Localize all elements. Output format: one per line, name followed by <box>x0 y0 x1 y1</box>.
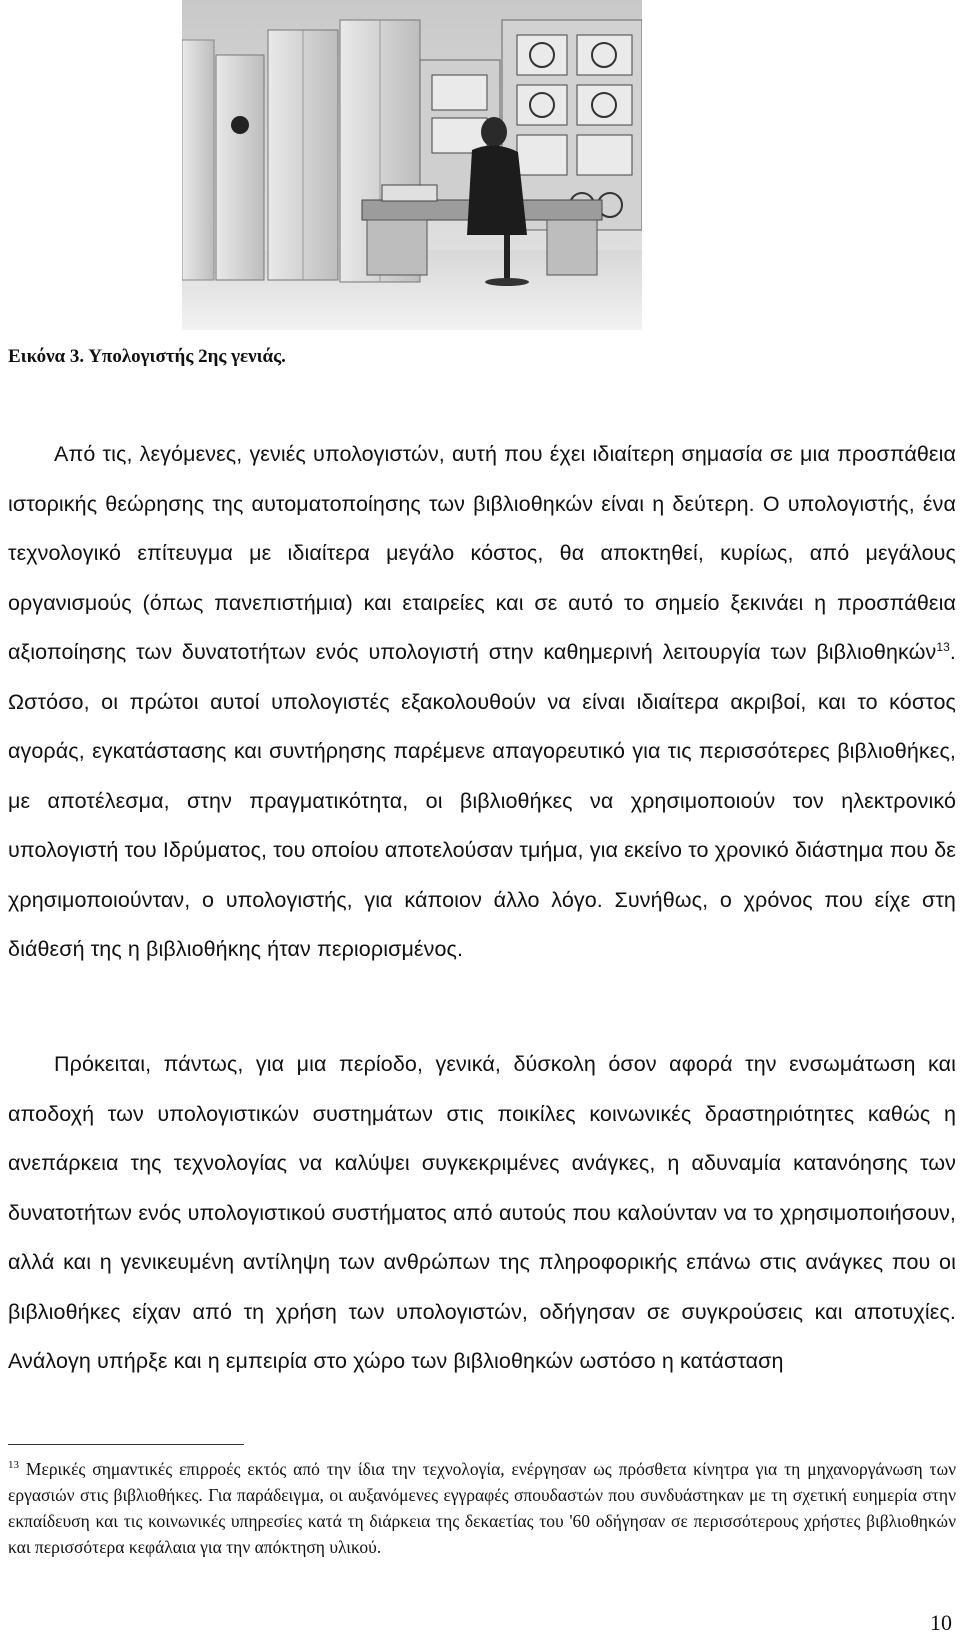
footnote-reference[interactable]: 13 <box>936 639 950 654</box>
footnote-number: 13 <box>8 1459 19 1472</box>
paragraph-1-text-a: Από τις, λεγόμενες, γενιές υπολογιστών, αυτή που έχει ιδιαίτερη σημασία σε μια προσπάθεια ιστορικής θεώρησης της αυτοματοποίησης των βιβλιοθηκών είναι η δεύτερη. Ο υπολογιστής, ένα τεχνολογικό επίτευγμα με ιδιαίτερα μεγάλο κόστος, θα αποκτηθεί, κυρίως, από μεγάλους οργανισμούς (όπως πανεπιστήμια) και εταιρείες και σε αυτό το σημείο ξεκινάει η προσπάθεια αξιοποίησης των δυνατοτήτων ενός υπολογιστή στην καθημερινή λειτουργία των βιβλιοθηκών <box>8 442 956 664</box>
footnote <box>8 1456 956 1560</box>
page-number: 10 <box>930 1610 952 1635</box>
footnote-separator <box>8 1444 244 1445</box>
paragraph-2: Πρόκειται, πάντως, για μια περίοδο, γενικά, δύσκολη όσον αφορά την ενσωμάτωση και αποδοχή των υπολογιστικών συστημάτων στις ποικίλες κοινωνικές δραστηριότητες καθώς η ανεπάρκεια της τεχνολογίας να καλύψει συγκεκριμένες ανάγκες, η αδυναμία κατανόησης των δυνατοτήτων ενός υπολογιστικού συστήματος από αυτούς που καλούνταν να το χρησιμοποιήσουν, αλλά και η γενικευμένη αντίληψη των ανθρώπων της πληροφορικής επάνω στις ανάγκες που οι βιβλιοθήκες είχαν από τη χρήση των υπολογιστών, οδήγησαν σε συγκρούσεις και αποτυχίες. Ανάλογη υπήρξε και η εμπειρία στο χώρο των βιβλιοθηκών ωστόσο η κατάσταση <box>8 1052 956 1373</box>
computer-room-photo <box>182 0 642 330</box>
paragraph-1-text-b: . Ωστόσο, οι πρώτοι αυτοί υπολογιστές εξακολουθούν να είναι ιδιαίτερα ακριβοί, και το κόστος αγοράς, εγκατάστασης και συντήρησης παρέμενε απαγορευτικό για τις περισσότερες βιβλιοθήκες, με αποτέλεσμα, στην πραγματικότητα, οι βιβλιοθήκες να χρησιμοποιούν τον ηλεκτρονικό υπολογιστή του Ιδρύματος, του οποίου αποτελούσαν τμήμα, για εκείνο το χρονικό διάστημα που δε χρησιμοποιούνταν, ο υπολογιστής, για κάποιον άλλο λόγο. Συνήθως, ο χρόνος που είχε στη διάθεσή της η βιβλιοθήκης ήταν περιορισμένος. <box>8 640 956 961</box>
footnote-text: Μερικές σημαντικές επιρροές εκτός από την ίδια την τεχνολογία, ενέργησαν ως πρόσθετα κίνητρα για τη μηχανοργάνωση των εργασιών στις βιβλιοθήκες. Για παράδειγμα, οι αυξανόμενες εγγραφές σπουδαστών που συνδυάστηκαν με τη σχετική ευημερία στην εκπαίδευση και τις κοινωνικές υπηρεσίες κατά τη διάρκεια της δεκαετίας του '60 οδήγησαν σε περισσότερους χρήστες βιβλιοθηκών και περισσότερα κεφάλαια για την απόκτηση υλικού. <box>8 1459 956 1557</box>
paragraph-1 <box>8 430 956 975</box>
figure-caption: Εικόνα 3. Υπολογιστής 2ης γενιάς. <box>8 346 286 367</box>
